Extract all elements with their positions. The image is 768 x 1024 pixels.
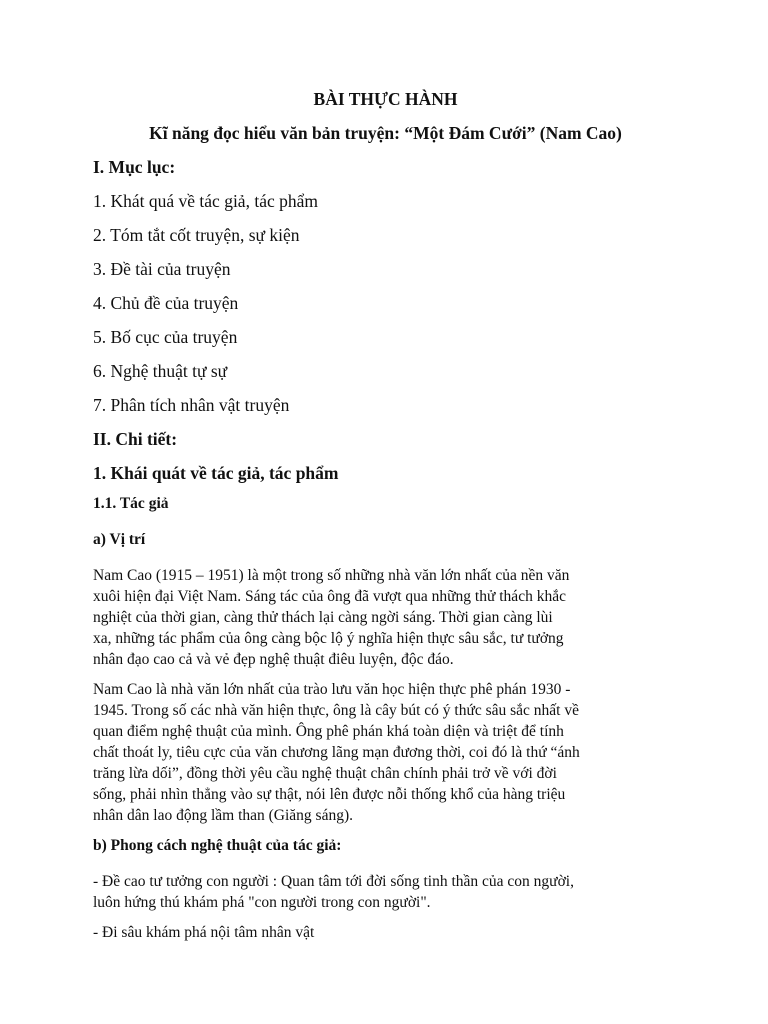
bullet-humanism <box>93 871 678 913</box>
paragraph-realism <box>93 679 678 826</box>
toc-item: 5. Bố cục của truyện <box>93 327 238 347</box>
toc-item: 2. Tóm tắt cốt truyện, sự kiện <box>93 225 300 245</box>
paragraph-line: Nam Cao (1915 – 1951) là một trong số những nhà văn lớn nhất của nền văn <box>93 567 570 584</box>
document-subtitle: Kĩ năng đọc hiểu văn bản truyện: “Một Đám Cưới” (Nam Cao) <box>149 123 622 143</box>
paragraph-line: trăng lừa dối”, đồng thời yêu cầu nghệ thuật chân chính phải trở về với đời <box>93 765 557 782</box>
subsection-heading-author: 1.1. Tác giả <box>93 495 169 512</box>
section-heading-overview: 1. Khái quát về tác giả, tác phẩm <box>93 463 339 483</box>
toc-item: 3. Đề tài của truyện <box>93 259 231 279</box>
paragraph-line: nhân dân lao động lầm than (Giăng sáng). <box>93 807 353 824</box>
paragraph-line: Nam Cao là nhà văn lớn nhất của trào lưu văn học hiện thực phê phán 1930 - <box>93 681 571 698</box>
paragraph-line: - Đi sâu khám phá nội tâm nhân vật <box>93 924 315 941</box>
toc-heading: I. Mục lục: <box>93 157 176 177</box>
paragraph-line: chất thoát ly, tiêu cực của văn chương lãng mạn đương thời, coi đó là thứ “ánh <box>93 744 580 761</box>
paragraph-intro <box>93 565 678 670</box>
paragraph-line: xa, những tác phẩm của ông càng bộc lộ ý nghĩa hiện thực sâu sắc, tư tưởng <box>93 630 564 647</box>
paragraph-line: nhân đạo cao cả và vẻ đẹp nghệ thuật điêu luyện, độc đáo. <box>93 651 454 668</box>
paragraph-line: 1945. Trong số các nhà văn hiện thực, ông là cây bút có ý thức sâu sắc nhất về <box>93 702 579 719</box>
toc-item: 7. Phân tích nhân vật truyện <box>93 395 290 415</box>
paragraph-line: nghiệt của thời gian, càng thử thách lại càng ngời sáng. Thời gian càng lùi <box>93 609 553 626</box>
paragraph-line: luôn hứng thú khám phá "con người trong con người". <box>93 894 431 911</box>
details-heading: II. Chi tiết: <box>93 429 178 449</box>
toc-item: 6. Nghệ thuật tự sự <box>93 361 228 381</box>
subsection-heading-style: b) Phong cách nghệ thuật của tác giả: <box>93 837 342 854</box>
paragraph-line: sống, phải nhìn thẳng vào sự thật, nói lên được nỗi thống khổ của hàng triệu <box>93 786 566 803</box>
paragraph-line: - Đề cao tư tưởng con người : Quan tâm tới đời sống tinh thần của con người, <box>93 873 574 890</box>
bullet-inner-life <box>93 922 678 943</box>
paragraph-line: quan điểm nghệ thuật của mình. Ông phê phán khá toàn diện và triệt để tính <box>93 723 564 740</box>
toc-item: 1. Khát quá về tác giả, tác phẩm <box>93 191 318 211</box>
document-title: BÀI THỰC HÀNH <box>313 89 458 109</box>
paragraph-line: xuôi hiện đại Việt Nam. Sáng tác của ông đã vượt qua những thử thách khắc <box>93 588 566 605</box>
toc-item: 4. Chủ đề của truyện <box>93 293 239 313</box>
document-body <box>93 85 678 952</box>
subsection-heading-position: a) Vị trí <box>93 531 146 548</box>
